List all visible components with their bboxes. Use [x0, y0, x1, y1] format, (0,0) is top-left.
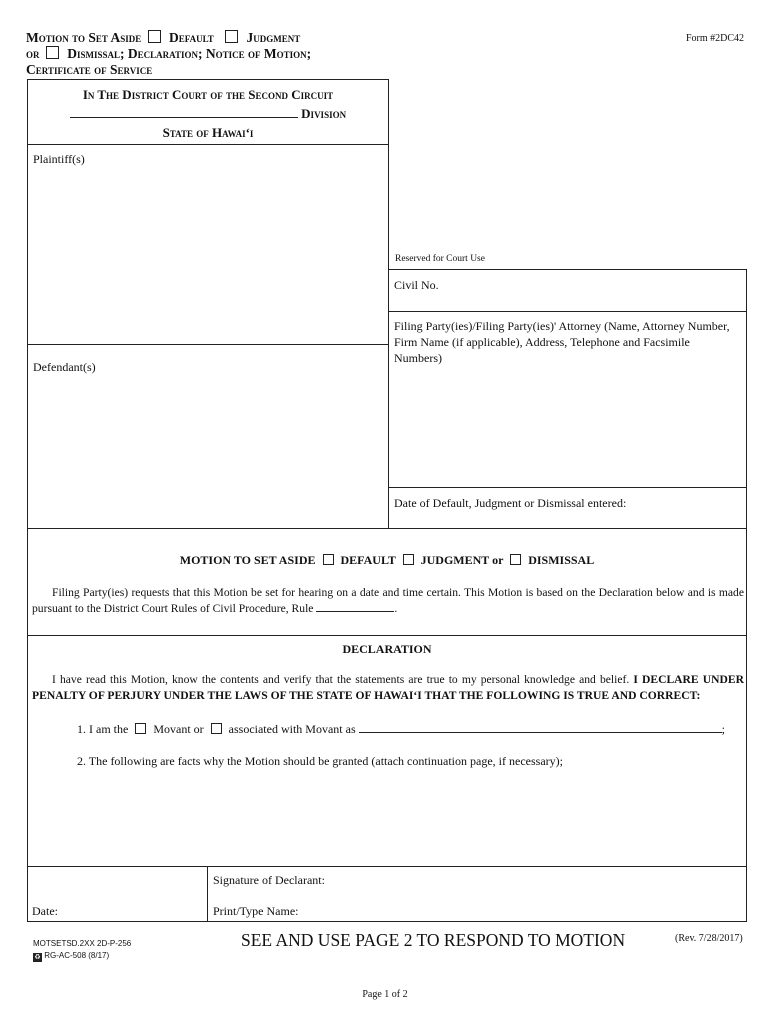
default-checkbox[interactable] [148, 30, 161, 43]
see-page-two-notice: SEE AND USE PAGE 2 TO RESPOND TO MOTION [241, 930, 626, 950]
filing-party-label: Filing Party(ies)/Filing Party(ies)' Attorney (Name, Attorney Number, Firm Name (if applicable), Address, Telephone and Facsimile Numbers) [394, 319, 730, 365]
item1-text-c: associated with Movant as [228, 722, 356, 736]
recycled-code-text: RG-AC-508 (8/17) [44, 951, 110, 960]
motion-heading [27, 553, 747, 568]
motion-heading-b: DEFAULT [340, 553, 396, 567]
associated-checkbox[interactable] [211, 723, 222, 734]
reserved-label: Reserved for Court Use [395, 254, 485, 264]
motion-dismissal-checkbox[interactable] [510, 554, 521, 565]
facts-field[interactable] [32, 775, 742, 863]
revision-date: (Rev. 7/28/2017) [675, 933, 743, 944]
title-judgment: Judgment [246, 30, 301, 45]
motion-body-end: . [394, 602, 398, 615]
signature-label: Signature of Declarant: [213, 873, 325, 887]
filing-party-field[interactable] [392, 370, 742, 482]
association-field[interactable] [359, 722, 722, 733]
court-header [27, 79, 389, 145]
judgment-checkbox[interactable] [225, 30, 238, 43]
title-or: or [26, 46, 40, 61]
print-name-field[interactable] [310, 898, 743, 918]
motion-heading-c: JUDGMENT [420, 553, 490, 567]
declaration-item-2: 2. The following are facts why the Motion should be granted (attach continuation page, if necessary); [77, 754, 563, 768]
division-line [28, 106, 388, 122]
signature-top-rule [27, 866, 747, 867]
declaration-heading: DECLARATION [342, 642, 432, 656]
item1-end: ; [721, 722, 725, 736]
signature-bottom-rule [27, 921, 747, 922]
motion-body [32, 585, 744, 617]
page-number: Page 1 of 2 [362, 989, 408, 1000]
dismissal-checkbox[interactable] [46, 46, 59, 59]
item1-text-a: 1. I am the [77, 722, 129, 736]
defendant-field[interactable] [29, 378, 385, 526]
motion-heading-a: MOTION TO SET ASIDE [179, 553, 316, 567]
title-certificate: Certificate of Service [26, 62, 153, 77]
motion-section [27, 528, 747, 636]
motion-body-text: Filing Party(ies) requests that this Motion be set for hearing on a date and time certain. This Motion is based on the Declaration below and is made pursuant to the District Court Rules of Civil Procedure, Rule [32, 586, 744, 615]
signature-field[interactable] [345, 870, 743, 892]
recycle-icon: ♻ [34, 954, 41, 961]
item1-text-b: Movant or [153, 722, 204, 736]
motion-judgment-checkbox[interactable] [403, 554, 414, 565]
division-label: Division [301, 106, 347, 121]
motion-heading-d: or [492, 553, 504, 567]
declaration-item-1 [77, 722, 745, 737]
defendant-label: Defendant(s) [33, 360, 96, 374]
right-border-upper [746, 269, 747, 529]
decl-left-border [27, 635, 28, 922]
title-default: Default [169, 30, 214, 45]
title-dismissal: Dismissal; Declaration; Notice of Motion; [67, 46, 312, 61]
division-blank[interactable] [70, 106, 298, 118]
party-divider [27, 344, 389, 345]
center-divider [388, 144, 389, 529]
court-name: In The District Court of the Second Circuit [82, 87, 334, 102]
declaration-perjury: I DECLARE UNDER PENALTY OF PERJURY UNDER THE LAWS OF THE STATE OF HAWAI‘I THAT THE FOLLOWING IS TRUE AND CORRECT: [32, 673, 744, 702]
recycled-code [33, 951, 109, 962]
form-title [26, 30, 406, 78]
form-code: MOTSETSD.2XX 2D-P-256 [33, 939, 132, 948]
date-field[interactable] [66, 898, 202, 918]
date-label: Date: [32, 904, 58, 918]
motion-heading-e: DISMISSAL [528, 553, 595, 567]
civil-no-field[interactable] [450, 272, 742, 308]
print-name-label: Print/Type Name: [213, 904, 299, 918]
plaintiff-field[interactable] [29, 170, 385, 340]
declaration-intro-text: I have read this Motion, know the contents and verify that the statements are true to my personal knowledge and belief. [52, 673, 630, 686]
title-motion-set-aside: Motion to Set Aside [26, 30, 142, 45]
declaration-intro [32, 672, 744, 704]
motion-default-checkbox[interactable] [323, 554, 334, 565]
header-bottom-rule [27, 144, 389, 145]
civil-no-label: Civil No. [394, 278, 439, 292]
movant-checkbox[interactable] [135, 723, 146, 734]
date-default-field[interactable] [640, 491, 743, 525]
state-name: State of Hawai‘i [162, 125, 254, 140]
decl-right-border [746, 635, 747, 922]
civil-top-rule [388, 269, 747, 270]
form-number: Form #2DC42 [685, 33, 744, 44]
date-default-label: Date of Default, Judgment or Dismissal entered: [394, 496, 627, 510]
filing-bottom-rule [388, 487, 747, 488]
civil-bottom-rule [388, 311, 747, 312]
plaintiff-label: Plaintiff(s) [33, 152, 85, 166]
signature-divider [207, 866, 208, 922]
rule-number-field[interactable] [316, 601, 394, 612]
